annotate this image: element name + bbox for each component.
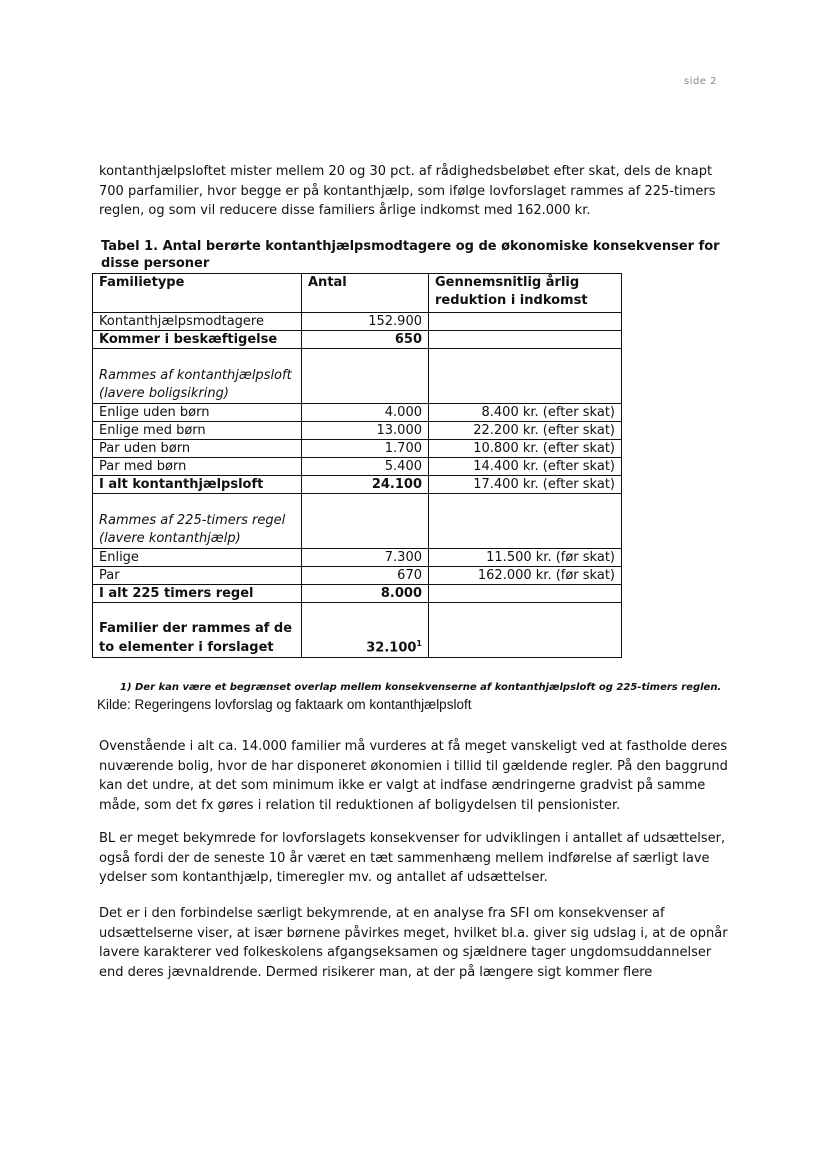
row-count: 5.400 (302, 458, 429, 476)
table-row (93, 422, 622, 440)
row-label: I alt kontanthjælpsloft (93, 476, 302, 494)
grand-total-count: 32.100 (366, 640, 417, 655)
row-reduction (429, 494, 622, 549)
table-total-row (93, 476, 622, 494)
row-reduction: 11.500 kr. (før skat) (429, 549, 622, 567)
row-count: 1.700 (302, 440, 429, 458)
row-reduction (429, 585, 622, 603)
body-paragraph: Det er i den forbindelse særligt bekymrende, at en analyse fra SFI om konsekvenser af udsættelserne viser, at især børnene påvirkes meget, hvilket bl.a. giver sig udslag i, at de opnår lavere karakterer ved folkeskolens afgangseksamen og sjældnere tager ungdomsuddannelser end deres jævnaldrende. Dermed risikerer man, at der på længere sigt kommer flere (99, 906, 728, 980)
intro-paragraph: kontanthjælpsloftet mister mellem 20 og 30 pct. af rådighedsbeløbet efter skat, dels de knapt 700 parfamilier, hvor begge er på kontanthjælp, som ifølge lovforslaget rammes af 225-timers reglen, og som vil reducere disse familiers årlige indkomst med 162.000 kr. (99, 164, 716, 218)
row-reduction (429, 331, 622, 349)
row-reduction: 10.800 kr. (efter skat) (429, 440, 622, 458)
row-reduction: 17.400 kr. (efter skat) (429, 476, 622, 494)
table-footnote: 1) Der kan være et begrænset overlap mellem konsekvenserne af kontanthjælpsloft og 225-timers reglen. (120, 682, 722, 693)
row-reduction (429, 603, 622, 658)
body-paragraph: BL er meget bekymrede for lovforslagets konsekvenser for udviklingen i antallet af udsættelser, også fordi der de seneste 10 år været en tæt sammenhæng mellem indførelse af særligt lave ydelser som kontanthjælp, timeregler mv. og antallet af udsættelser. (99, 831, 726, 885)
row-label: Kontanthjælpsmodtagere (93, 313, 302, 331)
footnote-marker: 1 (416, 638, 422, 648)
table-row (93, 440, 622, 458)
table-row (93, 567, 622, 585)
row-label: Enlige med børn (93, 422, 302, 440)
row-count: 650 (302, 331, 429, 349)
body-paragraph: Ovenstående i alt ca. 14.000 familier må vurderes at få meget vanskeligt ved at fastholde deres nuværende bolig, hvor de har disponeret økonomien i tillid til gældende regler. På den baggrund kan det undre, at det som minimum ikke er valgt at indfase ændringerne gradvist på samme måde, som det fx gøres i relation til reduktionen af boligydelsen til pensionister. (99, 739, 728, 813)
row-label: Par (93, 567, 302, 585)
row-count: 24.100 (302, 476, 429, 494)
row-count: 670 (302, 567, 429, 585)
table-caption: Tabel 1. Antal berørte kontanthjælpsmodtagere og de økonomiske konsekvenser for disse personer (101, 239, 720, 271)
row-reduction (429, 313, 622, 331)
table-total-row (93, 585, 622, 603)
row-reduction: 8.400 kr. (efter skat) (429, 404, 622, 422)
row-label: Par med børn (93, 458, 302, 476)
table-header-row (93, 274, 622, 313)
consequences-table (92, 273, 622, 658)
table-row (93, 331, 622, 349)
table-row (93, 458, 622, 476)
section-label: Rammes af 225-timers regel (lavere kontanthjælp) (93, 494, 302, 549)
header-reduction: Gennemsnitlig årlig reduktion i indkomst (429, 274, 622, 313)
row-reduction: 162.000 kr. (før skat) (429, 567, 622, 585)
table-row (93, 549, 622, 567)
row-count: 8.000 (302, 585, 429, 603)
row-label: Enlige uden børn (93, 404, 302, 422)
table-grand-total-row (93, 603, 622, 658)
row-count: 4.000 (302, 404, 429, 422)
header-count: Antal (302, 274, 429, 313)
table-row (93, 313, 622, 331)
row-label: Par uden børn (93, 440, 302, 458)
row-label: I alt 225 timers regel (93, 585, 302, 603)
section-label: Rammes af kontanthjælpsloft (lavere boligsikring) (93, 349, 302, 404)
header-family-type: Familietype (93, 274, 302, 313)
row-label: Enlige (93, 549, 302, 567)
row-count (302, 349, 429, 404)
row-count (302, 494, 429, 549)
table-row (93, 404, 622, 422)
row-count: 7.300 (302, 549, 429, 567)
row-count (302, 603, 429, 658)
row-count: 152.900 (302, 313, 429, 331)
row-count: 13.000 (302, 422, 429, 440)
source-line: Kilde: Regeringens lovforslag og faktaark om kontanthjælpsloft (97, 697, 472, 712)
table-section-row (93, 494, 622, 549)
row-reduction (429, 349, 622, 404)
row-label: Kommer i beskæftigelse (93, 331, 302, 349)
page-number: side 2 (684, 76, 718, 87)
row-label: Familier der rammes af de to elementer i forslaget (93, 603, 302, 658)
row-reduction: 22.200 kr. (efter skat) (429, 422, 622, 440)
row-reduction: 14.400 kr. (efter skat) (429, 458, 622, 476)
table-section-row (93, 349, 622, 404)
